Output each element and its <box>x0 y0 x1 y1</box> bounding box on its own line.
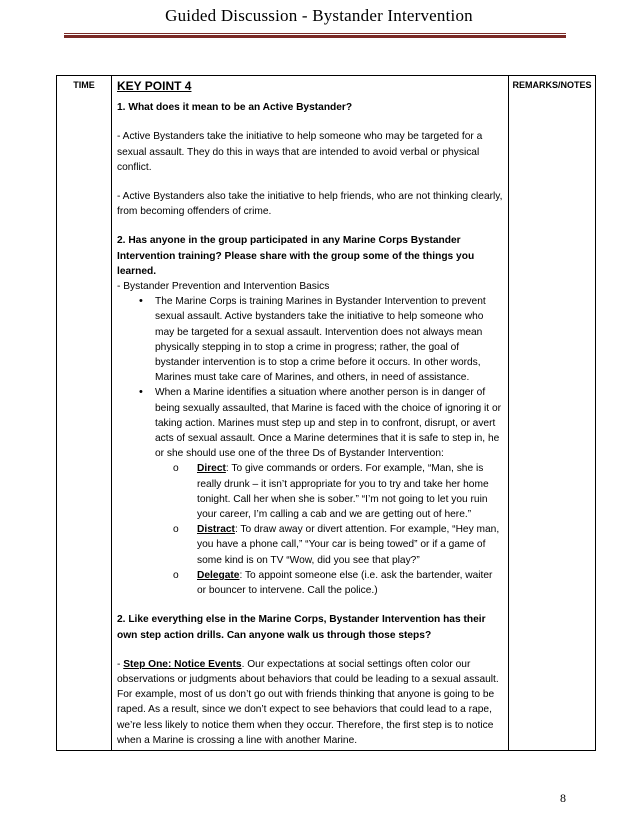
three-ds-intro: When a Marine identifies a situation where another person is in danger of being sexually assaulted, that Marine is faced with the choice of ignoring it or taking action. Marines must step up and step in to confront, disrupt, or avert acts of sexual assault. Once a Marine determines that it is safe to step in, he or she should use one of the three Ds of Bystander Intervention: <box>155 387 502 460</box>
three-ds-list <box>155 461 503 598</box>
direct-label: Direct <box>197 463 226 475</box>
page-number: 8 <box>560 791 566 805</box>
sub-bullet-marker: o <box>173 463 179 475</box>
step-one-label: Step One: Notice Events <box>123 658 242 670</box>
delegate-text: : To appoint someone else (i.e. ask the bartender, waiter or bouncer to intervene. Call the police.) <box>197 569 493 597</box>
list-item: • The Marine Corps is training Marines in Bystander Intervention to prevent sexual assault. Active bystanders take the initiative to help someone who may be targeted for a sexual assault. Intervention does not always mean physically stepping in to stop a crime in progress; rather, the goal of bystander intervention is to stop a crime before it occurs. In other words, Marines must take care of Marines, and others, in need of assistance. <box>155 294 503 385</box>
basics-list <box>117 294 503 598</box>
sub-bullet-marker: o <box>173 569 179 581</box>
distract-text: : To draw away or divert attention. For example, “Hey man, you have a phone call,” “Your car is being towed” or if a game of some kind is on TV “Wow, did you see that play?” <box>197 524 500 566</box>
time-column <box>57 76 112 751</box>
list-item-direct <box>173 461 503 522</box>
question-1: 1. What does it mean to be an Active Bystander? <box>117 102 353 114</box>
remarks-header: REMARKS/NOTES <box>512 80 592 90</box>
header-rule-thick <box>64 35 566 38</box>
key-point-content <box>112 76 508 750</box>
remarks-column <box>509 76 596 751</box>
header-rule-thin <box>64 33 566 34</box>
basics-heading: - Bystander Prevention and Intervention Basics <box>117 281 330 293</box>
answer-1a: - Active Bystanders take the initiative to help someone who may be targeted for a sexual assault. They do this in ways that are intended to avoid verbal or physical conflict. <box>117 131 483 173</box>
list-item-distract <box>173 522 503 568</box>
sub-bullet-marker: o <box>173 524 179 536</box>
list-item <box>155 385 503 598</box>
lesson-table <box>56 75 596 751</box>
table-row <box>57 76 596 751</box>
time-header: TIME <box>73 80 95 90</box>
answer-1b: - Active Bystanders also take the initiative to help friends, who are not thinking clearly, from becoming offenders of crime. <box>117 191 503 218</box>
page-header-title: Guided Discussion - Bystander Intervention <box>165 6 473 25</box>
list-item-delegate <box>173 568 503 598</box>
direct-text: : To give commands or orders. For example, “Man, she is really drunk – it isn’t appropriate for you to try and take her home tonight. Call her when she is sober.” “I’m not going to let you ruin your career, I’m calling a cab and we are getting out of here.” <box>197 463 489 521</box>
question-2: 2. Has anyone in the group participated in any Marine Corps Bystander Intervention training? Please share with the group some of the things you learned. <box>117 235 475 277</box>
step-one-paragraph <box>117 657 503 748</box>
delegate-label: Delegate <box>197 569 240 581</box>
content-column <box>112 76 509 751</box>
step-one-prefix: - <box>117 658 124 670</box>
key-point-title: KEY POINT 4 <box>117 79 192 93</box>
question-3: 2. Like everything else in the Marine Corps, Bystander Intervention has their own step action drills. Can anyone walk us through those steps? <box>117 614 486 641</box>
distract-label: Distract <box>197 524 235 536</box>
step-one-text: . Our expectations at social settings often color our observations or judgments about behaviors that could be leading to a sexual assault. For example, most of us don’t go out with friends thinking that anyone is going to be raped. As a result, since we don’t expect to see behaviors that could lead to a rape, we’re less likely to notice them when they occur. Therefore, the first step is to notice when a Marine is crossing a line with another Marine. <box>117 658 499 746</box>
